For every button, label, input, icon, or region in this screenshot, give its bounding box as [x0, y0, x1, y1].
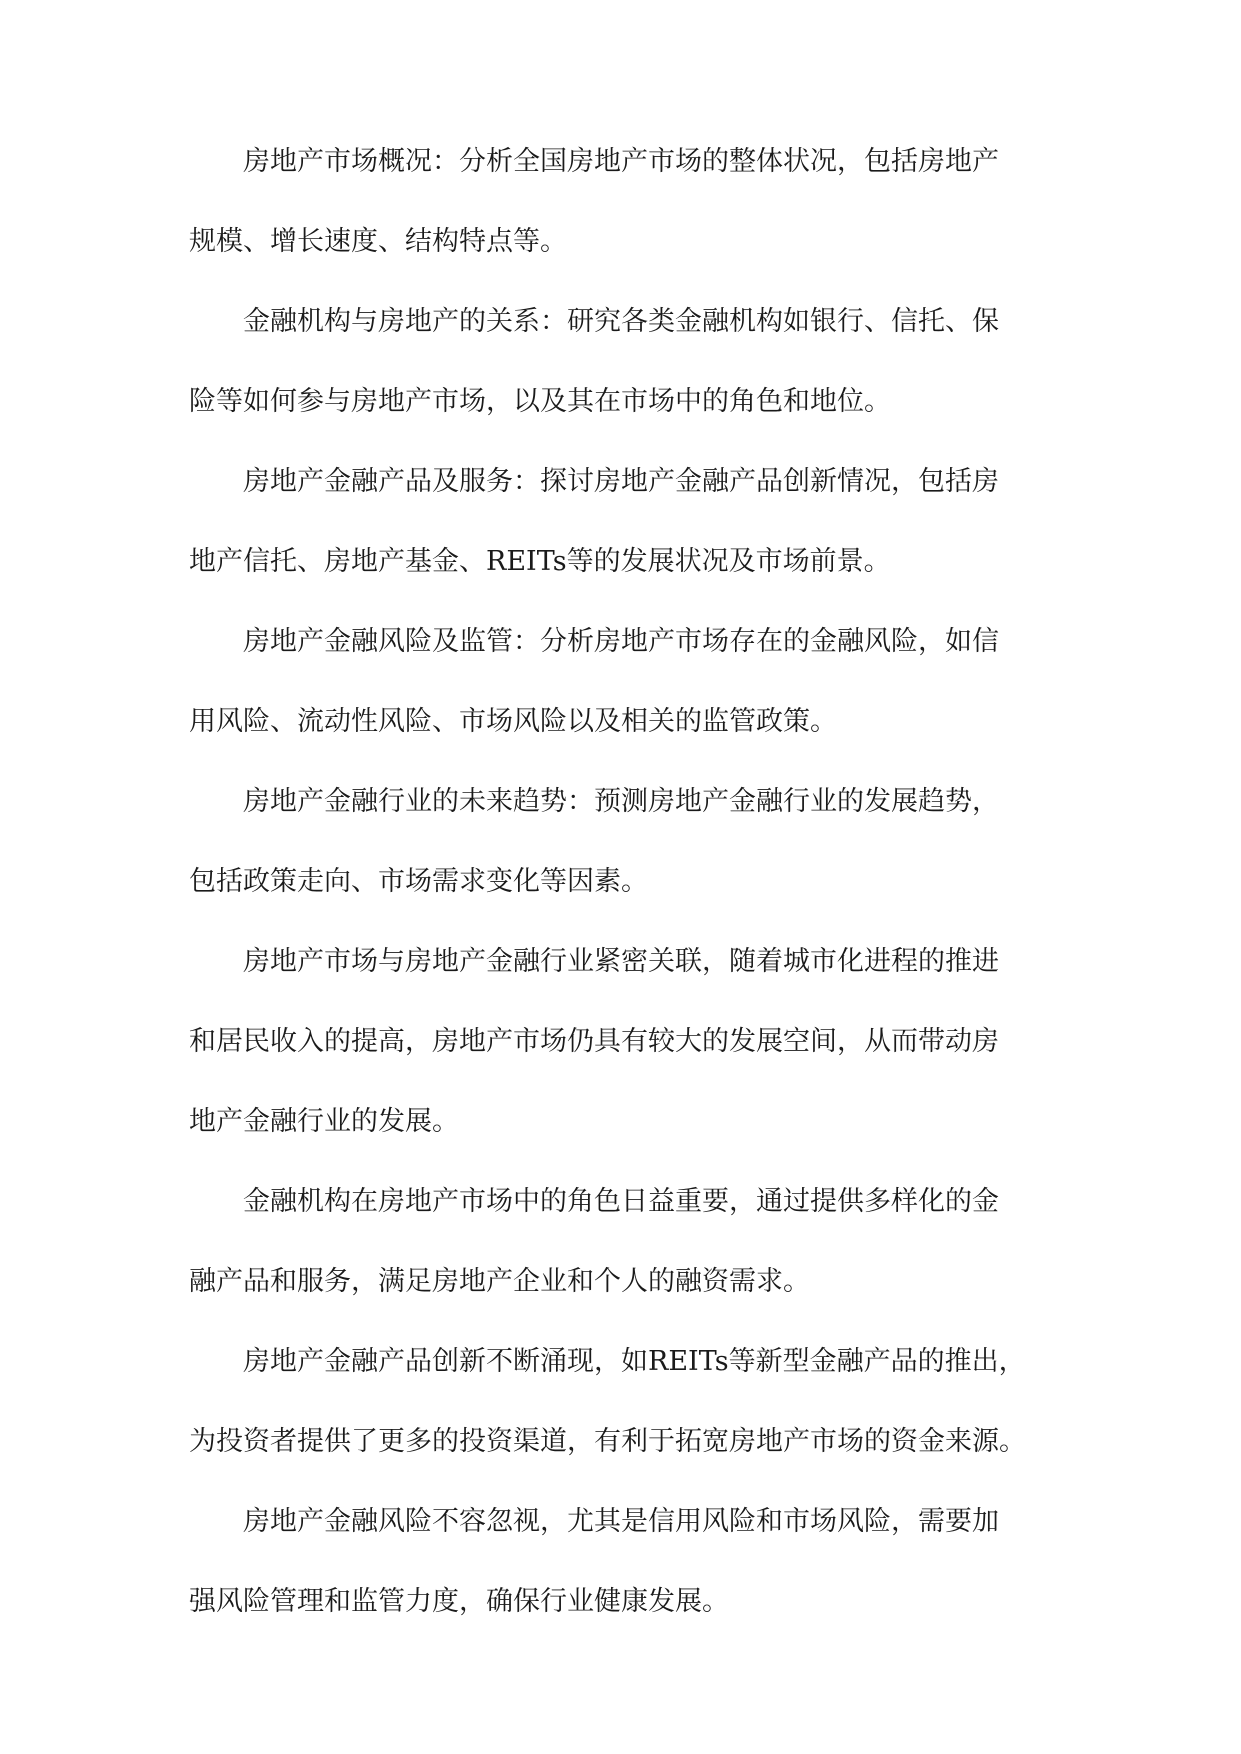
- paragraph-market-link: [189, 942, 1054, 1142]
- paragraph-line: 金融机构在房地产市场中的角色日益重要，通过提供多样化的金: [243, 1186, 999, 1217]
- paragraph-institutions-relationship: [189, 302, 1054, 422]
- paragraph-line: 强风险管理和监管力度，确保行业健康发展。: [189, 1586, 729, 1617]
- document-body: [189, 142, 1054, 1662]
- paragraph-line: 房地产市场与房地产金融行业紧密关联，随着城市化进程的推进: [243, 946, 999, 977]
- paragraph-line: 融产品和服务，满足房地产企业和个人的融资需求。: [189, 1266, 810, 1297]
- paragraph-line: 房地产金融产品及服务：探讨房地产金融产品创新情况，包括房: [243, 466, 999, 497]
- paragraph-line: 包括政策走向、市场需求变化等因素。: [189, 866, 648, 897]
- paragraph-product-innovation: [189, 1342, 1054, 1462]
- paragraph-line: 地产金融行业的发展。: [189, 1106, 459, 1137]
- paragraph-line: 金融机构与房地产的关系：研究各类金融机构如银行、信托、保: [243, 306, 999, 337]
- paragraph-market-overview: [189, 142, 1054, 262]
- paragraph-line: 用风险、流动性风险、市场风险以及相关的监管政策。: [189, 706, 837, 737]
- paragraph-line: 为投资者提供了更多的投资渠道，有利于拓宽房地产市场的资金来源。: [189, 1426, 1026, 1457]
- paragraph-line: 房地产金融风险及监管：分析房地产市场存在的金融风险，如信: [243, 626, 999, 657]
- paragraph-line: 房地产市场概况：分析全国房地产市场的整体状况，包括房地产: [243, 146, 999, 177]
- paragraph-future-trends: [189, 782, 1054, 902]
- paragraph-risk-regulation: [189, 622, 1054, 742]
- paragraph-line: 规模、增长速度、结构特点等。: [189, 226, 567, 257]
- paragraph-line: 房地产金融风险不容忽视，尤其是信用风险和市场风险，需要加: [243, 1506, 999, 1537]
- paragraph-line: 房地产金融产品创新不断涌现，如REITs等新型金融产品的推出，: [243, 1346, 1026, 1377]
- paragraph-line: 险等如何参与房地产市场，以及其在市场中的角色和地位。: [189, 386, 891, 417]
- paragraph-products-services: [189, 462, 1054, 582]
- paragraph-institution-role: [189, 1182, 1054, 1302]
- paragraph-line: 和居民收入的提高，房地产市场仍具有较大的发展空间，从而带动房: [189, 1026, 999, 1057]
- paragraph-risk-management: [189, 1502, 1054, 1622]
- paragraph-line: 地产信托、房地产基金、REITs等的发展状况及市场前景。: [189, 546, 891, 577]
- paragraph-line: 房地产金融行业的未来趋势：预测房地产金融行业的发展趋势，: [243, 786, 999, 817]
